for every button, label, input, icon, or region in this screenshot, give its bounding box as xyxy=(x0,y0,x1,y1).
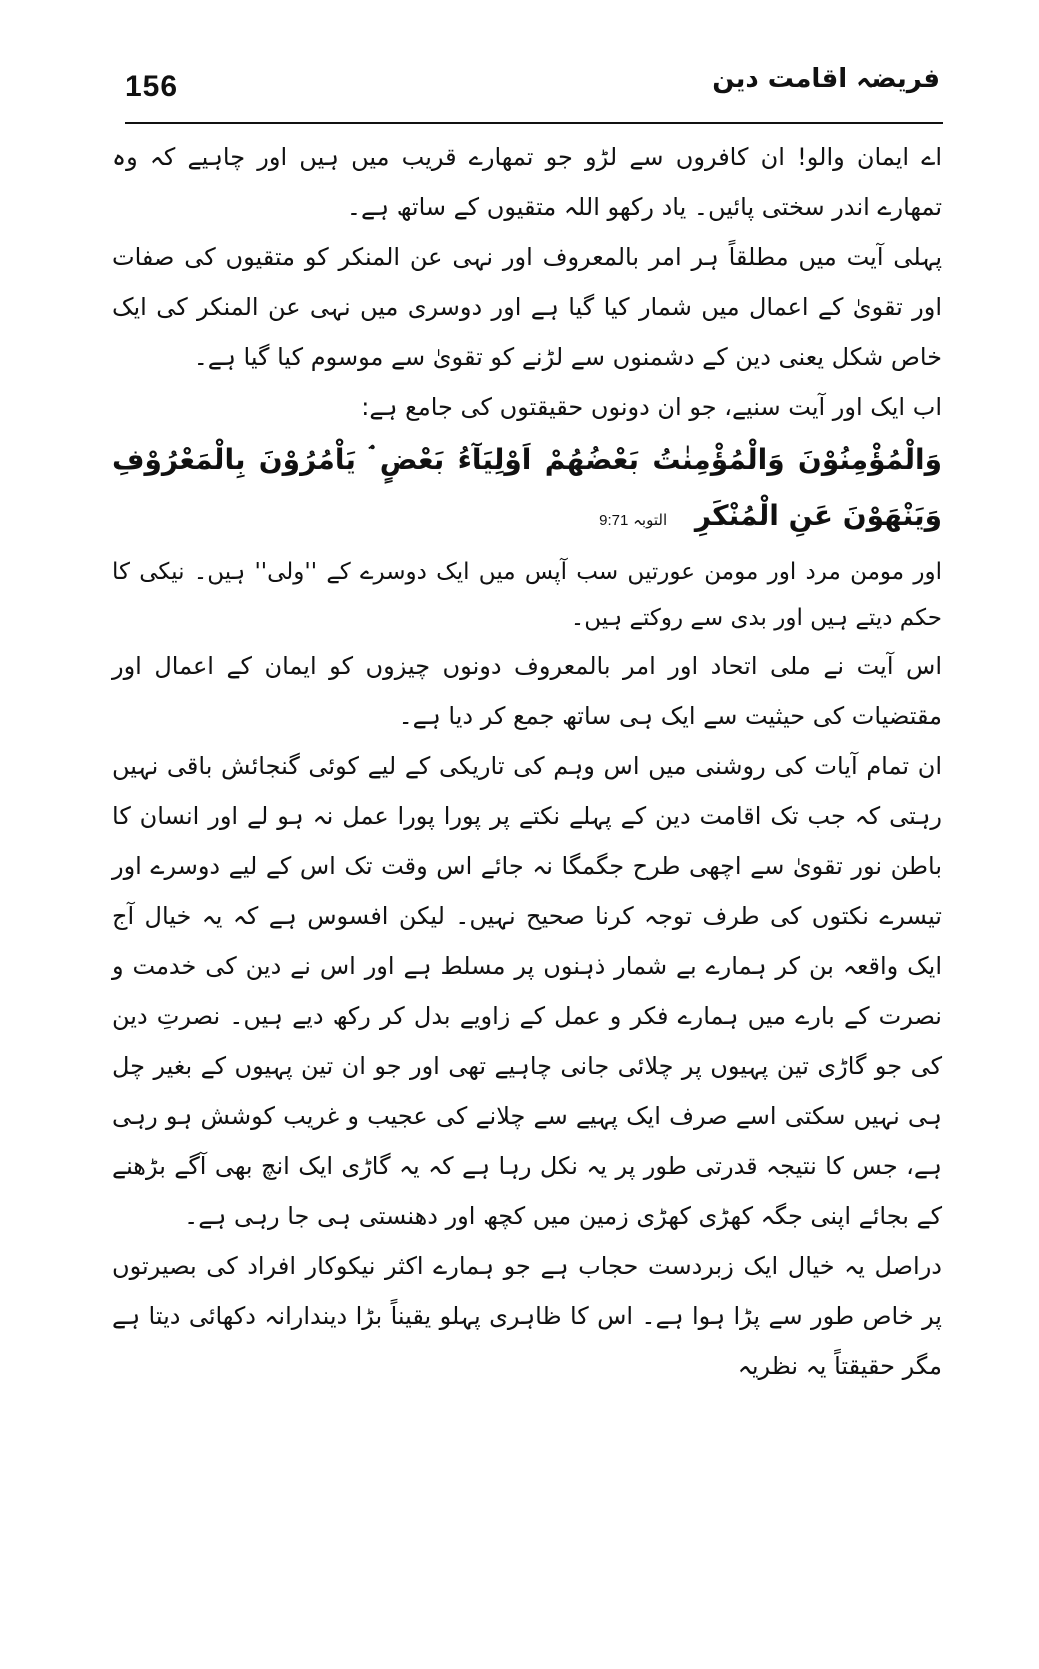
paragraph-3: اب ایک اور آیت سنیے، جو ان دونوں حقیقتوں کی جامع ہے: xyxy=(361,393,942,421)
verse-reference-number: 9:71 xyxy=(599,512,629,529)
verse-text: وَالْمُؤْمِنُوْنَ وَالْمُؤْمِنٰتُ بَعْضُهُمْ اَوْلِيَآءُ بَعْضٍ ۘ يَاْمُرُوْنَ بِالْمَعْرُوْفِ وَيَنْهَوْنَ عَنِ الْمُنْكَرِ xyxy=(112,443,942,532)
quran-verse xyxy=(112,432,942,549)
paragraph-8: دراصل یہ خیال ایک زبردست حجاب ہے جو ہمارے اکثر نیکوکار افراد کی بصیرتوں پر خاص طور سے پڑا ہوا ہے۔ اس کا ظاہری پہلو یقیناً بڑا دیندارانہ دکھائی دیتا ہے مگر حقیقتاً یہ نظریہ xyxy=(112,1252,942,1380)
header-rule xyxy=(125,122,943,124)
page-header xyxy=(110,62,940,122)
paragraph-7: ان تمام آیات کی روشنی میں اس وہم کی تاریکی کے لیے کوئی گنجائش باقی نہیں رہتی کہ جب تک اقامت دین کے پہلے نکتے پر پورا پورا عمل نہ ہو لے اور انسان کا باطن نور تقویٰ سے اچھی طرح جگمگا نہ جائے اس وقت تک اس کے لیے دوسرے اور تیسرے نکتوں کی طرف توجہ کرنا صحیح نہیں۔ لیکن افسوس ہے کہ یہ خیال آج ایک واقعہ بن کر ہمارے بے شمار ذہنوں پر مسلط ہے اور اس نے دین کی خدمت و نصرت کے بارے میں ہمارے فکر و عمل کے زاویے بدل کر رکھ دیے ہیں۔ نصرتِ دین کی جو گاڑی تین پہیوں پر چلائی جانی چاہیے تھی اور جو ان تین پہیوں کے بغیر چل ہی نہیں سکتی اسے صرف ایک پہیے سے چلانے کی عجیب و غریب کوشش ہو رہی ہے، جس کا نتیجہ قدرتی طور پر یہ نکل رہا ہے کہ یہ گاڑی ایک انچ بھی آگے بڑھنے کے بجائے اپنی جگہ کھڑی کھڑی زمین میں کچھ اور دھنستی ہی جا رہی ہے۔ xyxy=(112,752,942,1230)
page-number: 156 xyxy=(125,70,179,103)
verse-reference-surah: التوبہ xyxy=(633,511,668,529)
paragraph-6: اس آیت نے ملی اتحاد اور امر بالمعروف دونوں چیزوں کو ایمان کے اعمال اور مقتضیات کی حیثیت سے ایک ہی ساتھ جمع کر دیا ہے۔ xyxy=(112,652,942,730)
running-title: فریضہ اقامت دین xyxy=(712,64,940,94)
paragraph-1: اے ایمان والو! ان کافروں سے لڑو جو تمھارے قریب میں ہیں اور چاہیے کہ وہ تمھارے اندر سختی پائیں۔ یاد رکھو اللہ متقیوں کے ساتھ ہے۔ xyxy=(112,143,942,221)
verse-reference xyxy=(599,511,667,529)
page-body xyxy=(112,132,942,1391)
paragraph-2: پہلی آیت میں مطلقاً ہر امر بالمعروف اور نہی عن المنکر کو متقیوں کی صفات اور تقویٰ کے اعمال میں شمار کیا گیا ہے اور دوسری میں نہی عن المنکر کی ایک خاص شکل یعنی دین کے دشمنوں سے لڑنے کو تقویٰ سے موسوم کیا گیا ہے۔ xyxy=(112,243,942,371)
verse-translation: اور مومن مرد اور مومن عورتیں سب آپس میں ایک دوسرے کے ''ولی'' ہیں۔ نیکی کا حکم دیتے ہیں اور بدی سے روکتے ہیں۔ xyxy=(112,559,942,631)
